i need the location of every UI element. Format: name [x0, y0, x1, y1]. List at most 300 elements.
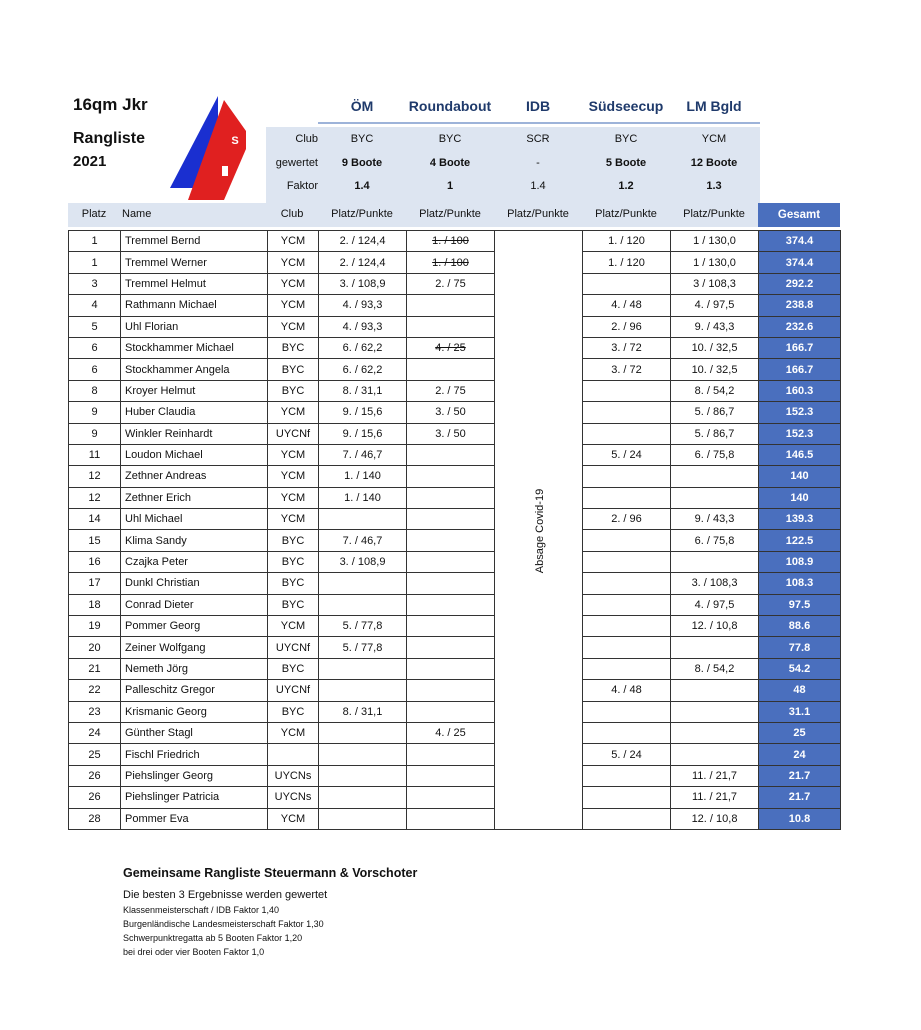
cell-lm-bgld: 6. / 75,8 [671, 530, 759, 551]
cell-platz: 4 [69, 295, 121, 316]
cell-name: Stockhammer Michael [121, 337, 268, 358]
cell-gesamt: 31.1 [759, 701, 841, 722]
cell-suedseecup [583, 808, 671, 829]
cell-roundabout [407, 680, 495, 701]
table-row [69, 231, 841, 252]
cell-club: BYC [268, 551, 319, 572]
table-row [69, 466, 841, 487]
cell-suedseecup [583, 787, 671, 808]
cell-name: Dunkl Christian [121, 573, 268, 594]
cell-club: YCM [268, 487, 319, 508]
ranking-title: Rangliste [73, 130, 146, 147]
cell-gesamt: 10.8 [759, 808, 841, 829]
table-row [69, 380, 841, 401]
cell-club: BYC [268, 337, 319, 358]
cell-suedseecup: 4. / 48 [583, 295, 671, 316]
table-row [69, 701, 841, 722]
cell-name: Zethner Andreas [121, 466, 268, 487]
cell-name: Huber Claudia [121, 402, 268, 423]
cell-name: Palleschitz Gregor [121, 680, 268, 701]
table-row [69, 765, 841, 786]
cell-om [319, 722, 407, 743]
cell-name: Klima Sandy [121, 530, 268, 551]
cell-club: BYC [268, 359, 319, 380]
cell-lm-bgld: 3 / 108,3 [671, 273, 759, 294]
cell-platz: 1 [69, 231, 121, 252]
cell-roundabout [407, 787, 495, 808]
cell-lm-bgld [671, 744, 759, 765]
cell-om [319, 594, 407, 615]
cell-suedseecup [583, 423, 671, 444]
event-name-roundabout: Roundabout [408, 98, 492, 114]
cell-name: Nemeth Jörg [121, 658, 268, 679]
cell-lm-bgld: 9. / 43,3 [671, 509, 759, 530]
event-boats: 4 Boote [429, 157, 471, 169]
cell-lm-bgld: 8. / 54,2 [671, 658, 759, 679]
sail-logo-icon [168, 96, 250, 202]
cell-lm-bgld: 1 / 130,0 [671, 231, 759, 252]
cell-lm-bgld [671, 466, 759, 487]
cell-platz: 24 [69, 722, 121, 743]
cell-lm-bgld: 8. / 54,2 [671, 380, 759, 401]
cell-om: 6. / 62,2 [319, 337, 407, 358]
cell-om: 8. / 31,1 [319, 380, 407, 401]
cell-club: YCM [268, 252, 319, 273]
cell-roundabout: 3. / 50 [407, 402, 495, 423]
cell-roundabout [407, 444, 495, 465]
table-row [69, 573, 841, 594]
cell-club: UYCNf [268, 423, 319, 444]
cell-platz: 28 [69, 808, 121, 829]
cell-suedseecup [583, 530, 671, 551]
cell-gesamt: 232.6 [759, 316, 841, 337]
cell-platz: 16 [69, 551, 121, 572]
cell-om [319, 509, 407, 530]
cell-platz: 21 [69, 658, 121, 679]
table-row [69, 530, 841, 551]
cell-gesamt: 152.3 [759, 423, 841, 444]
cell-suedseecup [583, 616, 671, 637]
notes-subtitle: Die besten 3 Ergebnisse werden gewertet [123, 889, 328, 901]
table-row [69, 337, 841, 358]
cell-om [319, 573, 407, 594]
cell-roundabout: 2. / 75 [407, 380, 495, 401]
cell-suedseecup [583, 487, 671, 508]
table-row [69, 316, 841, 337]
event-club: BYC [614, 133, 638, 145]
cell-club: YCM [268, 402, 319, 423]
cell-om: 7. / 46,7 [319, 444, 407, 465]
cell-gesamt: 25 [759, 722, 841, 743]
table-row [69, 487, 841, 508]
cell-club: BYC [268, 573, 319, 594]
cell-club: BYC [268, 594, 319, 615]
cell-suedseecup [583, 701, 671, 722]
cell-roundabout: 1. / 100 [407, 231, 495, 252]
info-label-gewertet: gewertet [275, 157, 318, 169]
cell-club: UYCNs [268, 787, 319, 808]
cell-lm-bgld: 6. / 75,8 [671, 444, 759, 465]
col-header-lm-bgld: Platz/Punkte [683, 208, 745, 220]
cell-lm-bgld: 5. / 86,7 [671, 423, 759, 444]
cell-roundabout [407, 359, 495, 380]
cell-gesamt: 238.8 [759, 295, 841, 316]
cell-club: YCM [268, 616, 319, 637]
event-name-om: ÖM [350, 98, 374, 114]
cell-platz: 23 [69, 701, 121, 722]
cell-name: Zeiner Wolfgang [121, 637, 268, 658]
cell-roundabout [407, 466, 495, 487]
table-row [69, 359, 841, 380]
cell-suedseecup [583, 551, 671, 572]
cell-om: 5. / 77,8 [319, 616, 407, 637]
cell-name: Kroyer Helmut [121, 380, 268, 401]
cell-suedseecup: 2. / 96 [583, 316, 671, 337]
cell-gesamt: 108.3 [759, 573, 841, 594]
table-row [69, 787, 841, 808]
cell-roundabout: 1. / 100 [407, 252, 495, 273]
cell-suedseecup [583, 380, 671, 401]
cell-club: BYC [268, 380, 319, 401]
cell-platz: 22 [69, 680, 121, 701]
ranking-year: 2021 [73, 153, 107, 170]
event-boats: 9 Boote [341, 157, 383, 169]
col-header-club: Club [280, 208, 304, 220]
table-row [69, 744, 841, 765]
cell-gesamt: 77.8 [759, 637, 841, 658]
cell-gesamt: 21.7 [759, 787, 841, 808]
event-factor: 1.4 [354, 180, 370, 192]
cell-gesamt: 166.7 [759, 337, 841, 358]
cell-suedseecup [583, 402, 671, 423]
notes-section [123, 866, 417, 961]
cell-roundabout [407, 487, 495, 508]
cell-platz: 25 [69, 744, 121, 765]
cell-platz: 12 [69, 487, 121, 508]
cell-roundabout: 4. / 25 [407, 722, 495, 743]
cell-roundabout [407, 573, 495, 594]
idb-cancelled-note [531, 488, 547, 578]
event-factor: 1.4 [530, 180, 546, 192]
event-club: BYC [438, 133, 462, 145]
info-row-club [266, 129, 760, 151]
cell-suedseecup [583, 273, 671, 294]
cell-platz: 14 [69, 509, 121, 530]
cell-club: UYCNs [268, 765, 319, 786]
cell-club: UYCNf [268, 680, 319, 701]
cell-gesamt: 140 [759, 466, 841, 487]
col-header-idb: Platz/Punkte [507, 208, 569, 220]
cell-gesamt: 152.3 [759, 402, 841, 423]
cell-roundabout [407, 808, 495, 829]
cell-lm-bgld: 3. / 108,3 [671, 573, 759, 594]
cell-roundabout [407, 509, 495, 530]
cell-gesamt: 97.5 [759, 594, 841, 615]
cell-lm-bgld: 4. / 97,5 [671, 295, 759, 316]
cell-name: Pommer Eva [121, 808, 268, 829]
cell-gesamt: 54.2 [759, 658, 841, 679]
cell-om: 1. / 140 [319, 466, 407, 487]
cell-lm-bgld: 10. / 32,5 [671, 359, 759, 380]
cell-suedseecup: 5. / 24 [583, 444, 671, 465]
cell-roundabout [407, 744, 495, 765]
event-club: YCM [701, 133, 727, 145]
cell-roundabout [407, 316, 495, 337]
event-club: BYC [350, 133, 374, 145]
cell-suedseecup: 1. / 120 [583, 252, 671, 273]
cell-roundabout [407, 637, 495, 658]
cell-name: Conrad Dieter [121, 594, 268, 615]
cell-gesamt: 48 [759, 680, 841, 701]
cell-om: 7. / 46,7 [319, 530, 407, 551]
cell-name: Winkler Reinhardt [121, 423, 268, 444]
cell-lm-bgld: 1 / 130,0 [671, 252, 759, 273]
cell-platz: 3 [69, 273, 121, 294]
notes-line: bei drei oder vier Booten Faktor 1,0 [123, 947, 265, 957]
cell-om: 2. / 124,4 [319, 231, 407, 252]
cell-lm-bgld: 4. / 97,5 [671, 594, 759, 615]
cell-club: BYC [268, 658, 319, 679]
idb-cancelled-label: Absage Covid-19 [534, 488, 546, 574]
col-header-suedseecup: Platz/Punkte [595, 208, 657, 220]
cell-club: YCM [268, 509, 319, 530]
event-name-suedseecup: Südseecup [588, 98, 664, 114]
class-title: 16qm Jkr [73, 95, 148, 114]
cell-roundabout [407, 295, 495, 316]
cell-lm-bgld [671, 551, 759, 572]
cell-club: YCM [268, 808, 319, 829]
table-row [69, 722, 841, 743]
col-header-om: Platz/Punkte [331, 208, 393, 220]
cell-club: BYC [268, 530, 319, 551]
cell-gesamt: 88.6 [759, 616, 841, 637]
cell-lm-bgld [671, 701, 759, 722]
cell-gesamt: 21.7 [759, 765, 841, 786]
cell-platz: 1 [69, 252, 121, 273]
cell-roundabout [407, 765, 495, 786]
cell-gesamt: 24 [759, 744, 841, 765]
event-club: SCR [526, 133, 550, 145]
table-row [69, 273, 841, 294]
col-header-roundabout: Platz/Punkte [419, 208, 481, 220]
cell-club: UYCNf [268, 637, 319, 658]
cell-name: Uhl Florian [121, 316, 268, 337]
event-name-lm-bgld: LM Bgld [686, 98, 742, 114]
cell-name: Krismanic Georg [121, 701, 268, 722]
notes-line: Burgenländische Landesmeisterschaft Faktor 1,30 [123, 919, 324, 929]
cell-name: Piehslinger Georg [121, 765, 268, 786]
cell-platz: 19 [69, 616, 121, 637]
cell-om: 5. / 77,8 [319, 637, 407, 658]
table-row [69, 252, 841, 273]
cell-platz: 17 [69, 573, 121, 594]
info-label-club: Club [295, 133, 318, 145]
cell-club: BYC [268, 701, 319, 722]
cell-roundabout: 4. / 25 [407, 337, 495, 358]
cell-platz: 26 [69, 787, 121, 808]
cell-lm-bgld: 10. / 32,5 [671, 337, 759, 358]
cell-om: 8. / 31,1 [319, 701, 407, 722]
cell-platz: 18 [69, 594, 121, 615]
cell-platz: 26 [69, 765, 121, 786]
cell-gesamt: 166.7 [759, 359, 841, 380]
cell-club [268, 744, 319, 765]
column-header-row [68, 203, 840, 227]
cell-gesamt: 160.3 [759, 380, 841, 401]
cell-club: YCM [268, 466, 319, 487]
cell-suedseecup [583, 594, 671, 615]
cell-roundabout [407, 530, 495, 551]
cell-name: Uhl Michael [121, 509, 268, 530]
cell-gesamt: 146.5 [759, 444, 841, 465]
cell-platz: 15 [69, 530, 121, 551]
cell-lm-bgld: 12. / 10,8 [671, 616, 759, 637]
cell-lm-bgld: 12. / 10,8 [671, 808, 759, 829]
cell-name: Czajka Peter [121, 551, 268, 572]
col-header-platz: Platz [81, 208, 107, 220]
cell-club: YCM [268, 316, 319, 337]
cell-platz: 9 [69, 402, 121, 423]
cell-platz: 6 [69, 359, 121, 380]
cell-om [319, 680, 407, 701]
cell-name: Stockhammer Angela [121, 359, 268, 380]
cell-om [319, 658, 407, 679]
col-header-name: Name [122, 208, 152, 220]
cell-gesamt: 122.5 [759, 530, 841, 551]
table-row [69, 637, 841, 658]
cell-platz: 6 [69, 337, 121, 358]
cell-suedseecup [583, 466, 671, 487]
table-row [69, 509, 841, 530]
logo-letter: S [231, 135, 239, 147]
cell-om [319, 744, 407, 765]
cell-name: Pommer Georg [121, 616, 268, 637]
event-boats: 12 Boote [690, 157, 738, 169]
table-row [69, 402, 841, 423]
cell-lm-bgld: 5. / 86,7 [671, 402, 759, 423]
cell-club: YCM [268, 273, 319, 294]
cell-gesamt: 374.4 [759, 231, 841, 252]
notes-line: Schwerpunktregatta ab 5 Booten Faktor 1,20 [123, 933, 303, 943]
cell-platz: 5 [69, 316, 121, 337]
cell-name: Piehslinger Patricia [121, 787, 268, 808]
cell-suedseecup: 2. / 96 [583, 509, 671, 530]
table-row [69, 680, 841, 701]
cell-name: Zethner Erich [121, 487, 268, 508]
cell-club: YCM [268, 722, 319, 743]
cell-om: 1. / 140 [319, 487, 407, 508]
event-info-panel [266, 127, 760, 203]
cell-suedseecup [583, 573, 671, 594]
cell-gesamt: 374.4 [759, 252, 841, 273]
cell-gesamt: 140 [759, 487, 841, 508]
cell-om [319, 808, 407, 829]
cell-roundabout: 2. / 75 [407, 273, 495, 294]
cell-suedseecup [583, 722, 671, 743]
table-row [69, 616, 841, 637]
cell-gesamt: 292.2 [759, 273, 841, 294]
cell-roundabout: 3. / 50 [407, 423, 495, 444]
cell-name: Loudon Michael [121, 444, 268, 465]
table-row [69, 551, 841, 572]
cell-lm-bgld [671, 680, 759, 701]
table-row [69, 658, 841, 679]
event-factor: 1 [446, 180, 454, 192]
table-row [69, 808, 841, 829]
cell-suedseecup [583, 765, 671, 786]
cell-roundabout [407, 616, 495, 637]
cell-suedseecup [583, 658, 671, 679]
cell-om [319, 787, 407, 808]
cell-om: 3. / 108,9 [319, 273, 407, 294]
table-row [69, 295, 841, 316]
cell-name: Fischl Friedrich [121, 744, 268, 765]
cell-suedseecup: 4. / 48 [583, 680, 671, 701]
cell-om: 4. / 93,3 [319, 316, 407, 337]
table-row [69, 423, 841, 444]
event-boats: - [536, 157, 540, 169]
cell-gesamt: 139.3 [759, 509, 841, 530]
cell-om [319, 765, 407, 786]
cell-name: Günther Stagl [121, 722, 268, 743]
event-name-idb: IDB [525, 98, 551, 114]
cell-lm-bgld: 9. / 43,3 [671, 316, 759, 337]
cell-platz: 9 [69, 423, 121, 444]
cell-platz: 12 [69, 466, 121, 487]
cell-lm-bgld: 11. / 21,7 [671, 787, 759, 808]
cell-name: Rathmann Michael [121, 295, 268, 316]
cell-lm-bgld: 11. / 21,7 [671, 765, 759, 786]
cell-roundabout [407, 551, 495, 572]
table-row [69, 594, 841, 615]
cell-lm-bgld [671, 637, 759, 658]
notes-line: Klassenmeisterschaft / IDB Faktor 1,40 [123, 905, 280, 915]
cell-suedseecup: 3. / 72 [583, 359, 671, 380]
info-row-gewertet [266, 153, 760, 175]
ranking-table-body [69, 231, 841, 830]
cell-om: 6. / 62,2 [319, 359, 407, 380]
cell-suedseecup: 1. / 120 [583, 231, 671, 252]
cell-suedseecup [583, 637, 671, 658]
cell-roundabout [407, 594, 495, 615]
cell-om: 4. / 93,3 [319, 295, 407, 316]
cell-platz: 11 [69, 444, 121, 465]
cell-club: YCM [268, 231, 319, 252]
cell-gesamt: 108.9 [759, 551, 841, 572]
event-factor: 1.2 [618, 180, 634, 192]
cell-name: Tremmel Bernd [121, 231, 268, 252]
col-header-gesamt: Gesamt [758, 203, 840, 227]
cell-om: 9. / 15,6 [319, 423, 407, 444]
cell-name: Tremmel Helmut [121, 273, 268, 294]
info-row-faktor [266, 176, 760, 198]
event-header-bar [318, 96, 760, 124]
cell-om: 3. / 108,9 [319, 551, 407, 572]
cell-club: YCM [268, 295, 319, 316]
table-row [69, 444, 841, 465]
cell-platz: 20 [69, 637, 121, 658]
cell-roundabout [407, 658, 495, 679]
cell-lm-bgld [671, 722, 759, 743]
info-label-faktor: Faktor [286, 180, 318, 192]
cell-om: 9. / 15,6 [319, 402, 407, 423]
cell-suedseecup: 5. / 24 [583, 744, 671, 765]
cell-roundabout [407, 701, 495, 722]
cell-club: YCM [268, 444, 319, 465]
ranking-table [68, 230, 841, 830]
notes-title: Gemeinsame Rangliste Steuermann & Vorschoter [123, 866, 418, 880]
cell-name: Tremmel Werner [121, 252, 268, 273]
